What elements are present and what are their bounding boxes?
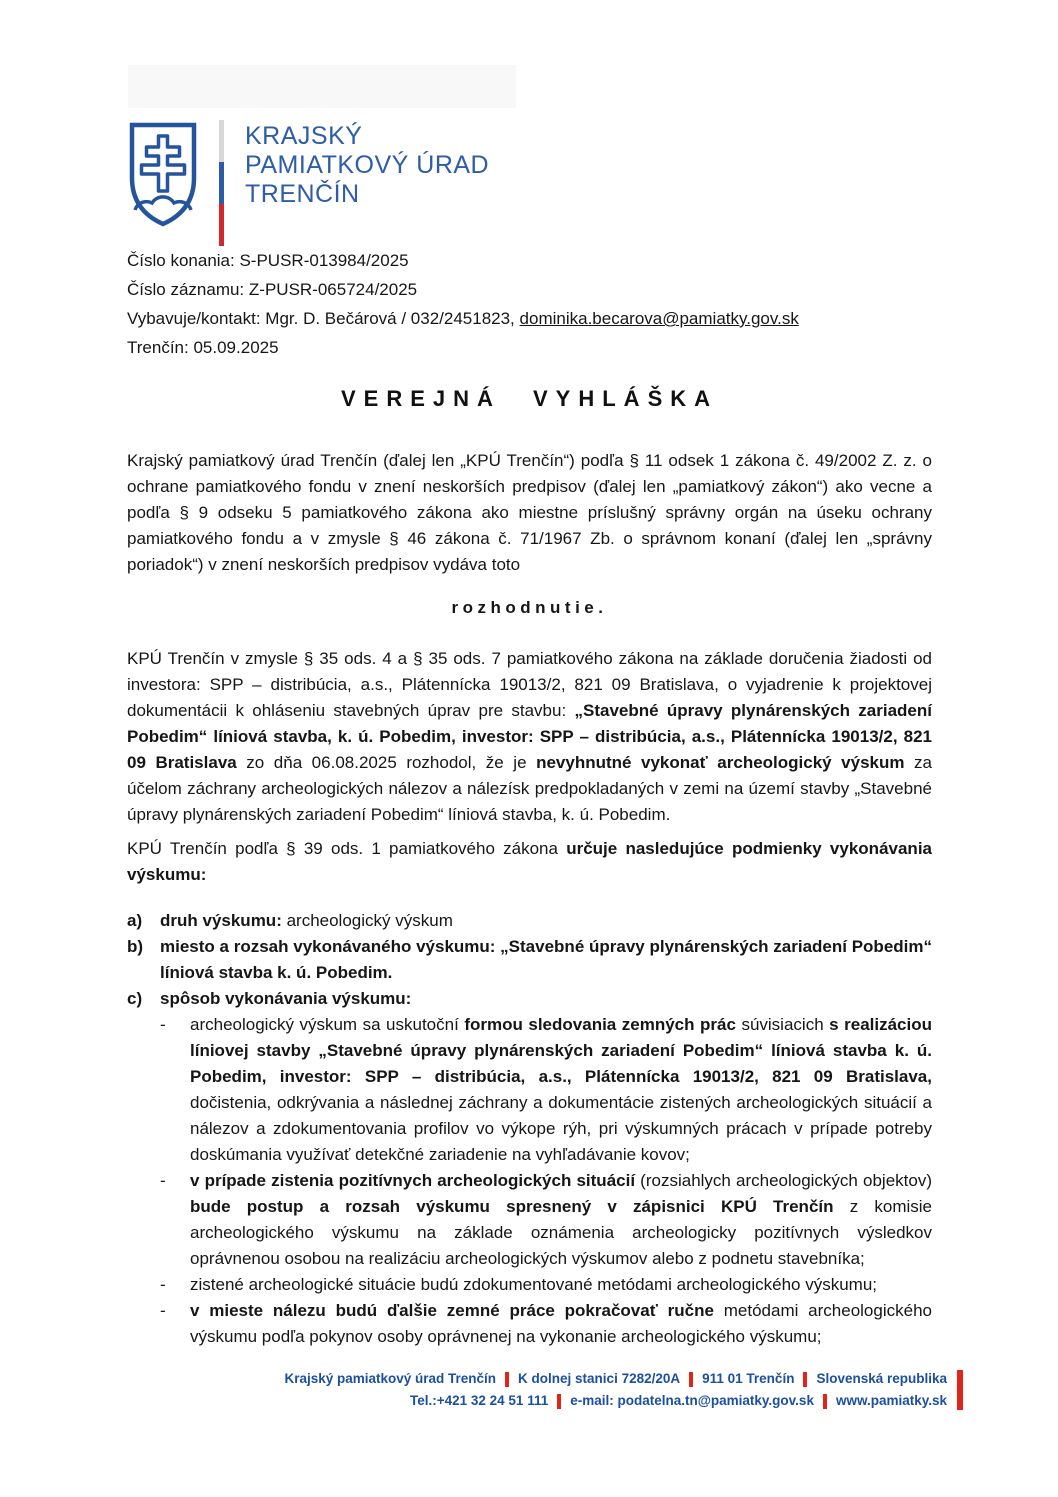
m2-seg-2: bude postup a rozsah výskumu spresnený v zápisnici KPÚ Trenčín — [190, 1197, 834, 1216]
condition-b-seg-0: miesto a rozsah vykonávaného výskumu: „Stavebné úpravy plynárenských zariadení Pobedim“ líniová stavba k. ú. Pobedim. — [160, 937, 932, 982]
document-meta — [127, 246, 932, 362]
tricolor-gray-segment — [219, 120, 224, 162]
footer-address-row — [284, 1368, 947, 1390]
m4-seg-0: v mieste nálezu budú ďalšie zemné práce pokračovať ručne — [190, 1301, 714, 1320]
m2-seg-1: (rozsiahlych archeologických objektov) — [635, 1171, 932, 1190]
m1-seg-2: súvisiacich — [735, 1015, 830, 1034]
place-date-label: Trenčín: — [127, 338, 189, 357]
conditions-list — [127, 908, 932, 1012]
page-footer — [284, 1368, 963, 1412]
intro-text: Krajský pamiatkový úrad Trenčín (ďalej len „KPÚ Trenčín“) podľa § 11 odsek 1 zákona č. 49/2002 Z. z. o ochrane pamiatkového fondu v znení neskorších predpisov (ďalej len „pamiatkový zákon“) ako vecne a podľa § 9 odseku 5 pamiatkového zákona ako miestne príslušný správny orgán na úseku ochrany pamiatkového fondu a v zmysle § 46 zákona č. 71/1967 Zb. o správnom konaní (ďalej len „správny poriadok“) v znení neskorších predpisov vydáva toto — [127, 451, 932, 574]
cond-intro-seg-0: KPÚ Trenčín podľa § 39 ods. 1 pamiatkového zákona — [127, 839, 567, 858]
condition-c-marker: c) — [127, 989, 143, 1008]
m1-seg-0: archeologický výskum sa uskutoční — [190, 1015, 465, 1034]
contact-label: Vybavuje/kontakt: — [127, 309, 261, 328]
footer-separator — [823, 1394, 827, 1409]
decision-seg-0: KPÚ Trenčín v zmysle § 35 ods. 4 a § 35 ods. 7 pamiatkového zákona na základe doručenia žiadosti od investora: SPP – distribúcia, a.s., Plátennícka 19013/2, 821 09 Bratislava, o vyjadrenie k projektovej dokumentácii k ohláseniu stavebných úprav pre stavbu: — [127, 649, 932, 720]
method-item-1-marker: - — [160, 1015, 166, 1034]
footer-separator — [557, 1394, 561, 1409]
m1-seg-3: s realizáciou líniovej stavby „Stavebné úpravy plynárenských zariadení Pobedim“ líniová stavba k. ú. Pobedim, investor: SPP – distribúcia, a.s., Plátennícka 19013/2, 821 09 Bratislava, — [190, 1015, 932, 1086]
condition-item-b — [127, 934, 932, 986]
decision-heading: rozhodnutie. — [451, 598, 608, 617]
footer-org-name: Krajský pamiatkový úrad Trenčín — [284, 1371, 497, 1386]
method-item-2-text — [190, 1168, 932, 1272]
condition-a-text — [160, 908, 932, 934]
case-number-line — [127, 246, 932, 275]
tricolor-blue-segment — [219, 162, 224, 204]
case-number-value: S-PUSR-013984/2025 — [239, 251, 409, 270]
m4-seg-1: metódami archeologického výskumu podľa pokynov osoby oprávnenej na vykonanie archeologického výskumu; — [190, 1301, 932, 1346]
footer-city: 911 01 Trenčín — [702, 1371, 795, 1386]
footer-website: www.pamiatky.sk — [835, 1393, 947, 1408]
m1-seg-4: dočistenia, odkrývania a následnej záchrany a dokumentácie zistených archeologických situácií a nálezov a zdokumentovania profilov vo výkope rýh, pri výskumných prácach v prípade potreby doskúmania využívať detekčné zariadenie na vyhľadávanie kovov; — [190, 1093, 932, 1164]
method-item-1-text — [190, 1012, 932, 1168]
method-item-1 — [127, 1012, 932, 1168]
condition-a-marker: a) — [127, 911, 143, 930]
footer-street: K dolnej stanici 7282/20A — [518, 1371, 681, 1386]
org-name-line2: PAMIATKOVÝ ÚRAD — [245, 151, 490, 179]
document-title: VEREJNÁ VYHLÁŠKA — [340, 386, 719, 411]
logo-tricolor-bar — [219, 120, 224, 246]
intro-paragraph — [127, 448, 932, 578]
decision-paragraph — [127, 646, 932, 828]
record-number-line — [127, 275, 932, 304]
decision-seg-1: „Stavebné úpravy plynárenských zariadení Pobedim“ líniová stavba, k. ú. Pobedim, investor: SPP – distribúcia, a.s., Plátennícka 19013/2, 821 09 Bratislava — [127, 701, 932, 772]
method-item-4 — [127, 1298, 932, 1350]
org-name-line3: TRENČÍN — [245, 180, 360, 208]
method-item-2 — [127, 1168, 932, 1272]
condition-c-text — [160, 986, 932, 1012]
method-item-2-marker: - — [160, 1171, 166, 1190]
m2-seg-3: z komisie archeologického výskumu na základe oznámenia archeologicky pozitívnych výsledkov oprávnenou osobou na realizáciu archeologických výskumov alebo z podnetu stavebníka; — [190, 1197, 933, 1268]
footer-country: Slovenská republika — [816, 1371, 947, 1386]
tricolor-red-segment — [219, 204, 224, 246]
condition-item-c — [127, 986, 932, 1012]
method-item-3-marker: - — [160, 1275, 166, 1294]
condition-c-seg-0: spôsob vykonávania výskumu: — [160, 989, 412, 1008]
footer-phone: Tel.:+421 32 24 51 111 — [409, 1393, 549, 1408]
m2-seg-0: v prípade zistenia pozitívnych archeologických situácií — [190, 1171, 636, 1190]
contact-value: Mgr. D. Bečárová / 032/2451823, — [265, 309, 515, 328]
condition-a-seg-1: archeologický výskum — [281, 911, 453, 930]
method-item-4-marker: - — [160, 1301, 166, 1320]
method-item-3 — [127, 1272, 932, 1298]
footer-contact-row — [284, 1390, 947, 1412]
footer-separator — [689, 1372, 693, 1387]
cond-intro-seg-1: určuje nasledujúce podmienky vykonávania výskumu: — [127, 839, 932, 884]
footer-end-bar — [957, 1370, 963, 1410]
record-number-value: Z-PUSR-065724/2025 — [248, 280, 418, 299]
record-number-label: Číslo záznamu: — [127, 280, 245, 299]
footer-email: e-mail: podatelna.tn@pamiatky.gov.sk — [570, 1393, 814, 1408]
conditions-intro-paragraph — [127, 836, 932, 888]
place-date-line — [127, 333, 932, 362]
condition-b-marker: b) — [127, 937, 144, 956]
slovak-coat-of-arms-icon — [127, 120, 199, 230]
condition-b-text — [160, 934, 932, 986]
footer-separator — [505, 1372, 509, 1387]
condition-item-a — [127, 908, 932, 934]
m3-seg-0: zistené archeologické situácie budú zdokumentované metódami archeologického výskumu; — [190, 1275, 877, 1294]
m1-seg-1: formou sledovania zemných prác — [464, 1015, 736, 1034]
place-date-value: 05.09.2025 — [193, 338, 279, 357]
org-name — [245, 120, 489, 209]
scan-artifact — [128, 65, 516, 108]
footer-separator — [803, 1372, 807, 1387]
letterhead — [127, 120, 1058, 246]
contact-line — [127, 304, 932, 333]
decision-seg-4: za účelom záchrany archeologických nálezov a nálezísk predpokladaných v zemi na území stavby „Stavebné úpravy plynárenských zariadení Pobedim“ líniová stavba, k. ú. Pobedim. — [127, 753, 932, 824]
footer-rows — [284, 1368, 947, 1412]
method-sublist — [127, 1012, 932, 1350]
method-item-3-text — [190, 1272, 932, 1298]
contact-email-link[interactable]: dominika.becarova@pamiatky.gov.sk — [519, 309, 799, 328]
decision-seg-2: zo dňa 06.08.2025 rozhodol, že je — [236, 753, 537, 772]
decision-seg-3: nevyhnutné vykonať archeologický výskum — [536, 753, 905, 772]
condition-a-seg-0: druh výskumu: — [160, 911, 282, 930]
org-name-line1: KRAJSKÝ — [245, 122, 363, 150]
method-item-4-text — [190, 1298, 932, 1350]
case-number-label: Číslo konania: — [127, 251, 235, 270]
